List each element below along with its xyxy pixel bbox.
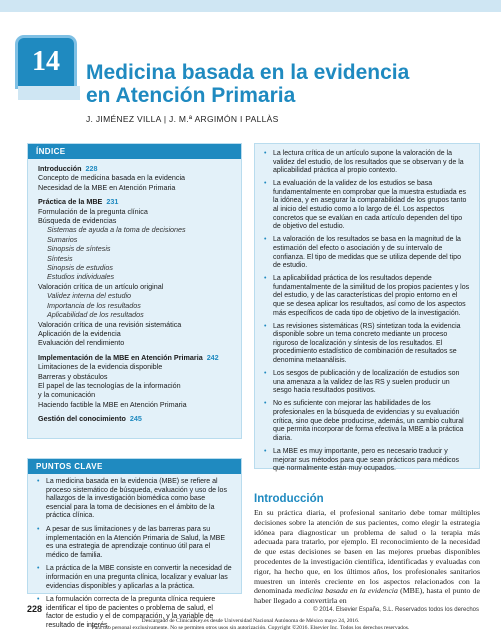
puntos-clave-list: [28, 474, 241, 631]
toc-section-title: Práctica de la MBE: [38, 197, 103, 207]
chapter-number: 14: [32, 46, 60, 77]
toc-section-page: 245: [129, 414, 142, 424]
key-point: • A pesar de sus limitaciones y de las barreras para su implementación en la Atención Primaria de Salud, la MBE es una estrategia de aprendizaje continuo útil para el médico de familia.: [37, 526, 232, 560]
toc-item: Haciendo factible la MBE en Atención Primaria: [38, 399, 187, 409]
key-point: • Los sesgos de publicación y de localización de estudios son una amenaza a la validez de las RS y suelen producir un sesgo hacia resultados positivos.: [264, 370, 470, 396]
toc-section-title: Implementación de la MBE en Atención Primaria: [38, 352, 203, 362]
toc-subitem: Validez interna del estudio: [47, 291, 132, 301]
toc-subitem: Sistemas de ayuda a la toma de decisiones: [47, 225, 186, 235]
toc-item: El papel de las tecnologías de la información: [38, 380, 181, 390]
puntos-clave-continued-list: [255, 144, 479, 474]
puntos-clave-heading: PUNTOS CLAVE: [28, 459, 241, 474]
toc-subitem: Sumarios: [47, 234, 78, 244]
toc-item: Búsqueda de evidencias: [38, 216, 117, 226]
footer-line-1: Descargado de ClinicalKey.es desde Universidad Nacional Autónoma de México mayo 24, 2016.: [141, 618, 360, 624]
toc-subitem: Estudios individuales: [47, 272, 115, 282]
toc-subitem: Aplicabilidad de los resultados: [47, 310, 144, 320]
toc-item: Aplicación de la evidencia: [38, 328, 121, 338]
toc-subitem: Importancia de los resultados: [47, 300, 141, 310]
indice-box: [27, 143, 242, 439]
top-decorative-band: [0, 0, 501, 12]
indice-heading: ÍNDICE: [28, 144, 241, 159]
introduccion-heading: Introducción: [254, 493, 324, 505]
download-footer: [0, 618, 501, 632]
key-point: • La MBE es muy importante, pero es necesario traducir y mejorar sus métodos para que sean prácticos para médicos que normalmente están muy ocupados.: [264, 448, 470, 474]
toc-item: Limitaciones de la evidencia disponible: [38, 362, 163, 372]
page-number: 228: [27, 604, 43, 614]
key-point: • No es suficiente con mejorar las habilidades de los profesionales en la búsqueda de evidencias y su evaluación crítica, sino que debe producirse, además, un cambio cultural que permita incorporar de forma efectiva la MBE a la práctica diaria.: [264, 400, 470, 443]
chapter-title-line-1: Medicina basada en la evidencia: [86, 61, 410, 84]
toc-subitem: Sinopsis de estudios: [47, 263, 113, 273]
introduccion-emphasis: medicina basada en la evidencia: [294, 586, 398, 596]
key-point: • La aplicabilidad práctica de los resultados depende fundamentalmente de la similitud de los propios pacientes y los del estudio, y de las características del propio entorno en el que se desea aplicar los resultados, así como de los aspectos más específicos de cada tipo de objetivo de la investigación.: [264, 275, 470, 318]
toc-subitem: Sinopsis de síntesis: [47, 244, 111, 254]
toc-section-page: 242: [206, 352, 219, 362]
chapter-badge-stem: [18, 86, 80, 100]
chapter-number-badge: [18, 38, 74, 86]
toc-section-page: 228: [85, 164, 98, 173]
introduccion-text-2: (MBE), hasta el punto de haber llegado a convertirla en: [254, 586, 480, 606]
key-point: • La práctica de la MBE consiste en convertir la necesidad de información en una pregunta clínica, localizar y evaluar las evidencias disponibles y aplicarlas a la práctica.: [37, 565, 232, 591]
puntos-clave-continued-box: [254, 143, 480, 473]
toc-section-row: [38, 164, 231, 173]
footer-line-2: Para uso personal exclusivamente. No se permiten otros usos sin autorización. Copyright ©2016. Elsevier Inc. Todos los derechos reservados.: [91, 625, 410, 631]
indice-list: [28, 159, 241, 424]
chapter-title: [86, 61, 466, 107]
key-point: • Las revisiones sistemáticas (RS) sintetizan toda la evidencia disponible sobre un tema concreto mediante un proceso riguroso de localización y síntesis de los resultados. El procedimiento estadístico de combinación de resultados se denomina metaanálisis.: [264, 323, 470, 366]
toc-subitem: Síntesis: [47, 253, 73, 263]
toc-item: y la comunicación: [38, 390, 96, 400]
chapter-title-line-2: en Atención Primaria: [86, 84, 296, 107]
toc-item: Barreras y obstáculos: [38, 371, 108, 381]
toc-item: Necesidad de la MBE en Atención Primaria: [38, 182, 176, 192]
introduccion-paragraph: [254, 508, 480, 606]
toc-item: Evaluación del rendimiento: [38, 338, 125, 348]
toc-item: Valoración crítica de una revisión sistemática: [38, 319, 182, 329]
toc-section-row: [38, 353, 231, 362]
chapter-authors: J. JIMÉNEZ VILLA | J. M.ª ARGIMÓN I PALLÀS: [86, 114, 279, 124]
toc-item: Valoración crítica de un artículo original: [38, 281, 164, 291]
toc-item: Concepto de medicina basada en la evidencia: [38, 173, 186, 183]
toc-section-page: 231: [106, 197, 119, 207]
toc-section-row: [38, 414, 231, 423]
key-point: • La valoración de los resultados se basa en la magnitud de la estimación del efecto o asociación y de su intervalo de confianza. El tipo de medidas que se utiliza depende del tipo de estudio.: [264, 236, 470, 270]
key-point: • La evaluación de la validez de los estudios se basa fundamentalmente en comprobar que la muestra estudiada es la idónea, y en asegurar la comparabilidad de los grupos tanto al inicio del estudio como a lo largo de él. Los aspectos concretos que se evalúan en cada artículo dependen del tipo de objetivo del estudio.: [264, 180, 470, 232]
key-point: • La formulación correcta de la pregunta clínica requiere identificar el tipo de pacientes o problema de salud, el factor de estudio y el de comparación, y la variable de resultado de interés.: [37, 596, 232, 630]
introduccion-text-1: En su práctica diaria, el profesional sanitario debe tomar múltiples decisiones sobre la atención de sus pacientes, como elegir la estrategia idónea para diagnosticar un problema de salud o la terapia más adecuada para tratarlo, por ejemplo. El reconocimiento de la necesidad de que estas decisiones se basen en las mejores pruebas disponibles procedentes de la investigación científica, identificadas y evaluadas con rigor, ha hecho que, en los últimos años, los profesionales sanitarios muestren un interés creciente en los aspectos relacionados con la denominada: [254, 508, 480, 596]
key-point: • La lectura crítica de un artículo supone la valoración de la validez del estudio, de los resultados que se observan y de la aplicabilidad práctica al propio contexto.: [264, 150, 470, 176]
toc-section-title: Gestión del conocimiento: [38, 414, 126, 424]
toc-item: Formulación de la pregunta clínica: [38, 206, 148, 216]
key-point: • La medicina basada en la evidencia (MBE) se refiere al proceso sistemático de búsqueda, evaluación y uso de los hallazgos de la investigación biomédica como base esencial para la toma de decisiones en el ámbito de la práctica clínica.: [37, 478, 232, 521]
toc-section-row: [38, 197, 231, 206]
copyright-notice: © 2014. Elsevier España, S.L. Reservados todos los derechos: [313, 607, 479, 613]
toc-section-title: Introducción: [38, 164, 82, 173]
